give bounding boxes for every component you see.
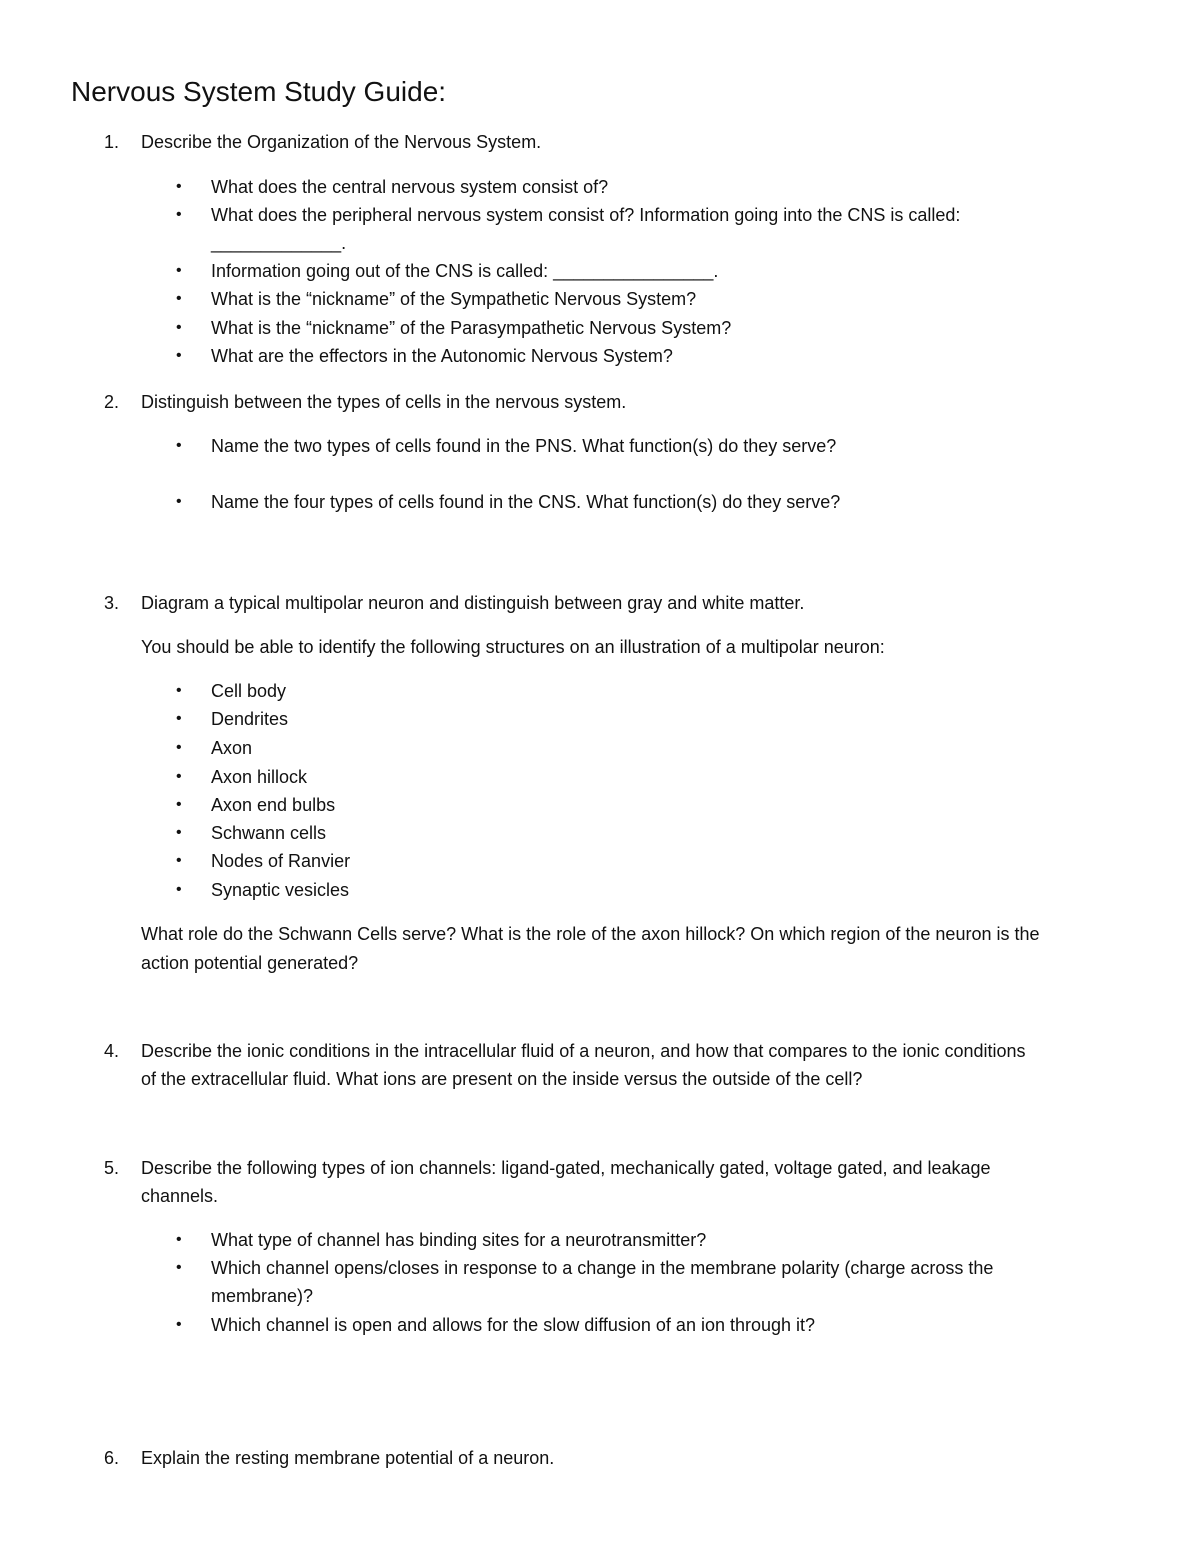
section-3-question: What role do the Schwann Cells serve? What is the role of the axon hillock? On which region of the neuron is the xyxy=(141,924,1040,944)
structure-list-item: Dendrites xyxy=(211,709,289,729)
bullet-icon: • xyxy=(176,290,182,307)
structure-list-item: Axon end bulbs xyxy=(211,795,336,815)
section-3-question-continuation: action potential generated? xyxy=(141,953,359,973)
structure-list-item: Axon xyxy=(211,738,253,758)
bullet-icon: • xyxy=(176,881,182,898)
section-2-number: 2. xyxy=(104,392,120,412)
section-5-text-continuation: channels. xyxy=(141,1186,219,1206)
bullet-icon: • xyxy=(176,437,182,454)
section-2-bullet: Name the four types of cells found in the CNS. What function(s) do they serve? xyxy=(211,492,841,512)
bullet-icon: • xyxy=(176,682,182,699)
section-1-bullet: What are the effectors in the Autonomic Nervous System? xyxy=(211,346,673,366)
section-4-text: Describe the ionic conditions in the intracellular fluid of a neuron, and how that compares to the ionic conditions xyxy=(141,1041,1026,1061)
section-1-number: 1. xyxy=(104,132,120,152)
bullet-icon: • xyxy=(176,768,182,785)
section-1-bullet: What does the peripheral nervous system consist of? Information going into the CNS is called: xyxy=(211,205,961,225)
bullet-icon: • xyxy=(176,178,182,195)
section-2-heading: Distinguish between the types of cells in the nervous system. xyxy=(141,392,627,412)
section-3-heading: Diagram a typical multipolar neuron and distinguish between gray and white matter. xyxy=(141,593,805,613)
bullet-icon: • xyxy=(176,1231,182,1248)
bullet-icon: • xyxy=(176,710,182,727)
section-2-bullet: Name the two types of cells found in the PNS. What function(s) do they serve? xyxy=(211,436,837,456)
section-1-bullet: What is the “nickname” of the Sympathetic Nervous System? xyxy=(211,289,697,309)
bullet-icon: • xyxy=(176,1316,182,1333)
section-1-bullet: What does the central nervous system consist of? xyxy=(211,177,609,197)
bullet-icon: • xyxy=(176,493,182,510)
section-5-bullet-continuation: membrane)? xyxy=(211,1286,314,1306)
section-1-bullet: What is the “nickname” of the Parasympathetic Nervous System? xyxy=(211,318,732,338)
structure-list-item: Nodes of Ranvier xyxy=(211,851,351,871)
bullet-icon: • xyxy=(176,262,182,279)
section-3-intro: You should be able to identify the following structures on an illustration of a multipolar neuron: xyxy=(141,637,885,657)
bullet-icon: • xyxy=(176,852,182,869)
section-4-text-continuation: of the extracellular fluid. What ions are present on the inside versus the outside of the cell? xyxy=(141,1069,863,1089)
bullet-icon: • xyxy=(176,796,182,813)
section-4-number: 4. xyxy=(104,1041,120,1061)
section-1-bullet-continuation: _____________. xyxy=(211,233,347,253)
section-3-number: 3. xyxy=(104,593,120,613)
section-6-heading: Explain the resting membrane potential of a neuron. xyxy=(141,1448,555,1468)
section-5-text: Describe the following types of ion channels: ligand-gated, mechanically gated, voltage gated, and leakage xyxy=(141,1158,991,1178)
section-6-number: 6. xyxy=(104,1448,120,1468)
section-1-bullet: Information going out of the CNS is called: ________________. xyxy=(211,261,719,281)
bullet-icon: • xyxy=(176,1259,182,1276)
structure-list-item: Schwann cells xyxy=(211,823,327,843)
bullet-icon: • xyxy=(176,824,182,841)
section-5-bullet: Which channel is open and allows for the slow diffusion of an ion through it? xyxy=(211,1315,816,1335)
page-title: Nervous System Study Guide: xyxy=(71,76,447,107)
bullet-icon: • xyxy=(176,319,182,336)
bullet-icon: • xyxy=(176,206,182,223)
structure-list-item: Axon hillock xyxy=(211,767,308,787)
bullet-icon: • xyxy=(176,347,182,364)
section-5-number: 5. xyxy=(104,1158,120,1178)
structure-list-item: Cell body xyxy=(211,681,287,701)
section-1-heading: Describe the Organization of the Nervous System. xyxy=(141,132,542,152)
structure-list-item: Synaptic vesicles xyxy=(211,880,350,900)
section-5-bullet: What type of channel has binding sites for a neurotransmitter? xyxy=(211,1230,707,1250)
bullet-icon: • xyxy=(176,739,182,756)
section-5-bullet: Which channel opens/closes in response to a change in the membrane polarity (charge across the xyxy=(211,1258,994,1278)
